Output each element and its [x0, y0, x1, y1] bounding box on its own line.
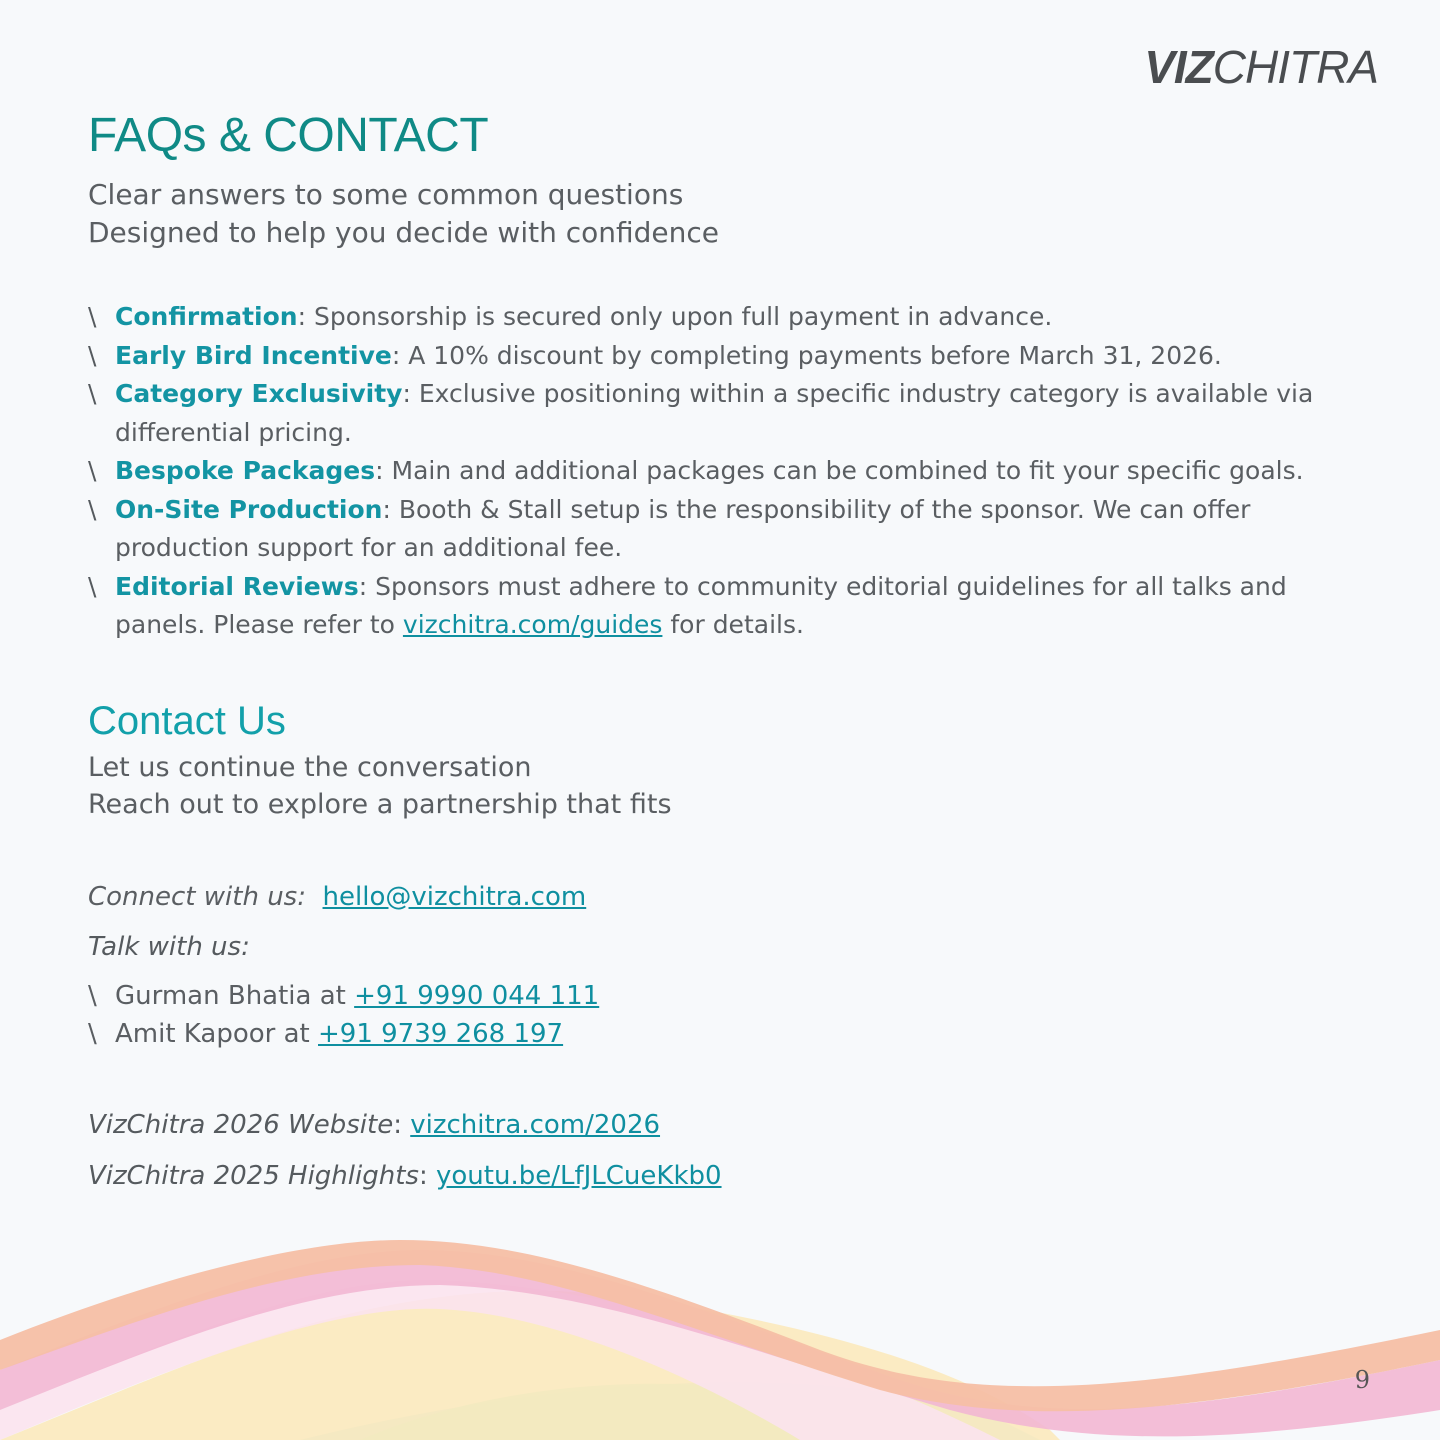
main-content [88, 108, 1318, 1207]
connect-row [88, 877, 1318, 917]
website-link[interactable]: vizchitra.com/2026 [410, 1109, 661, 1140]
contact-subtitle-line-1: Let us continue the conversation [88, 751, 532, 783]
highlights-row [88, 1156, 1318, 1196]
faq-term: Bespoke Packages [115, 456, 376, 485]
highlights-label: VizChitra 2025 Highlights [88, 1160, 419, 1191]
faq-term: Early Bird Incentive [115, 340, 392, 370]
faq-subtitle-line-2: Designed to help you decide with confidence [88, 216, 720, 249]
phone-link-amit[interactable]: +91 9739 268 197 [318, 1018, 564, 1049]
highlights-link[interactable]: youtu.be/LfJLCueKkb0 [436, 1160, 722, 1191]
faq-item-confirmation [88, 298, 1318, 337]
page-number: 9 [1354, 1366, 1370, 1394]
talk-label: Talk with us: [88, 931, 250, 962]
people-list [88, 977, 1318, 1053]
faq-term: Confirmation [115, 302, 298, 331]
faq-text: : A 10% discount by completing payments before March 31, 2026. [391, 340, 1222, 370]
website-label: VizChitra 2026 Website [88, 1109, 394, 1140]
contact-subtitle [88, 749, 1318, 823]
phone-link-gurman[interactable]: +91 9990 044 111 [354, 980, 600, 1011]
faq-text: : Booth & Stall setup is the responsibility of the sponsor. We can offer production support for an additional fee. [115, 494, 1251, 562]
faq-text: : Sponsors must adhere to community editorial guidelines for all talks and panels. Please refer to [115, 571, 1287, 639]
person-name: Amit Kapoor at [115, 1018, 318, 1049]
faq-item-on-site-production [88, 491, 1318, 568]
colon: : [418, 1160, 428, 1191]
person-name: Gurman Bhatia at [115, 980, 355, 1011]
web-links [88, 1105, 1318, 1196]
faq-item-early-bird [88, 337, 1318, 376]
guides-link[interactable]: vizchitra.com/guides [402, 610, 663, 639]
vizchitra-logo [1144, 40, 1378, 94]
contact-subtitle-line-2: Reach out to explore a partnership that fits [88, 788, 672, 820]
faq-text: : Exclusive positioning within a specific industry category is available via differential pricing. [115, 379, 1314, 447]
faq-item-category-exclusivity [88, 375, 1318, 452]
contact-title: Contact Us [88, 698, 286, 743]
faq-subtitle-line-1: Clear answers to some common questions [88, 178, 684, 211]
faq-list [88, 298, 1318, 645]
faq-item-bespoke-packages [88, 452, 1318, 491]
connect-label: Connect with us: [88, 881, 306, 912]
website-row [88, 1105, 1318, 1145]
colon: : [393, 1109, 402, 1140]
logo-bold-part: VIZ [1144, 41, 1213, 93]
person-amit [88, 1015, 1318, 1053]
faq-text: : Sponsorship is secured only upon full payment in advance. [297, 302, 1053, 331]
decorative-waves [0, 1240, 1440, 1440]
person-gurman [88, 977, 1318, 1015]
faq-term: Category Exclusivity [115, 379, 403, 408]
email-link[interactable]: hello@vizchitra.com [322, 881, 587, 912]
faq-item-editorial-reviews [88, 568, 1318, 645]
faq-subtitle [88, 176, 1318, 252]
faq-term: Editorial Reviews [115, 571, 359, 601]
logo-light-part: CHITRA [1212, 41, 1378, 93]
faq-title: FAQs & CONTACT [88, 109, 489, 162]
faq-text: : Main and additional packages can be combined to fit your specific goals. [375, 456, 1304, 485]
faq-text-after: for details. [662, 610, 804, 639]
faq-term: On-Site Production [115, 494, 383, 524]
